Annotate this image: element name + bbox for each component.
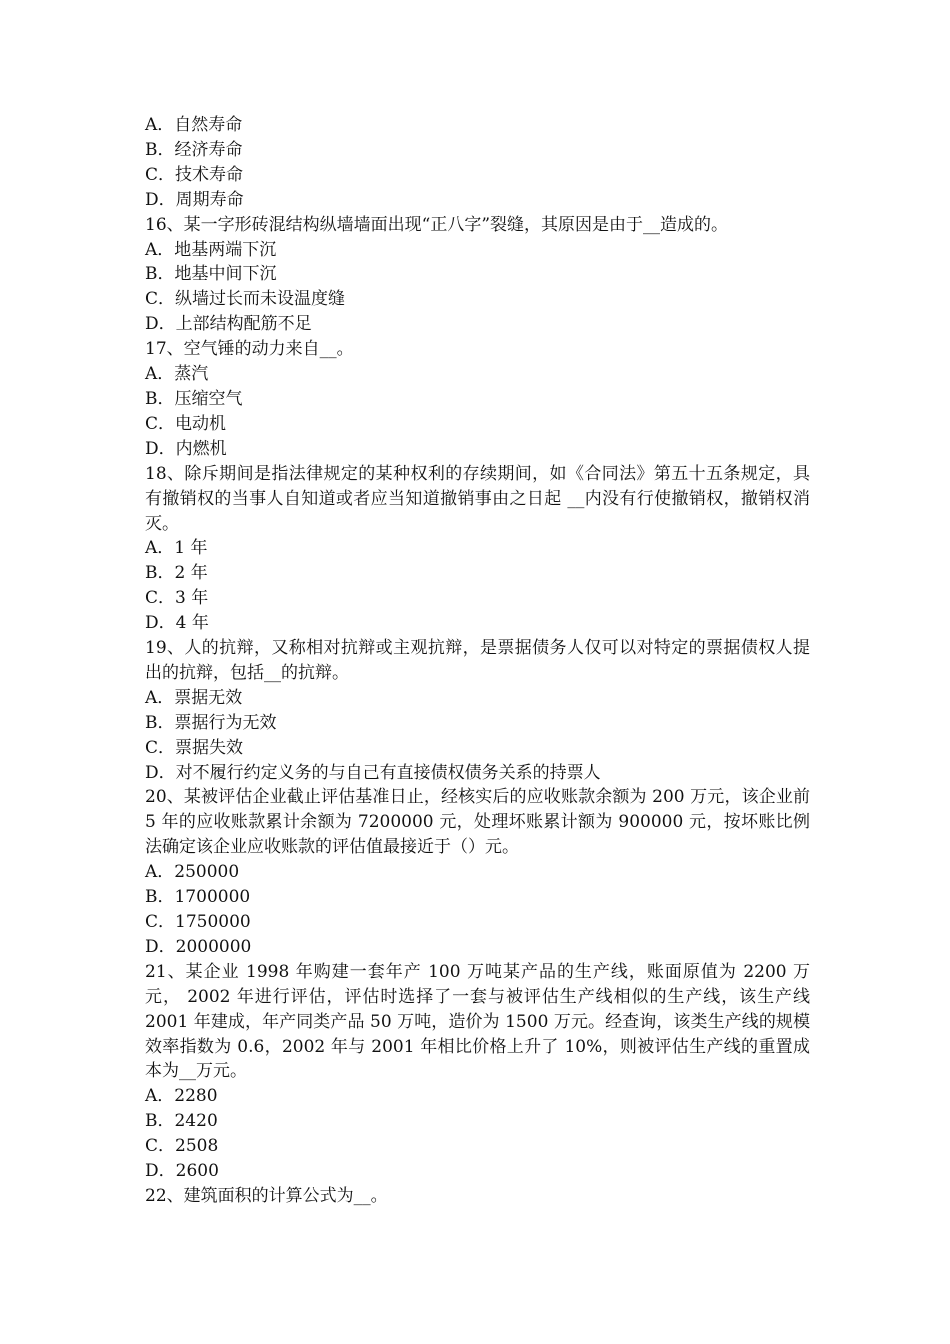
option-b: B．2420: [145, 1111, 218, 1132]
option-a: A．2280: [145, 1086, 218, 1107]
option-c: C．1750000: [145, 912, 251, 932]
option-a: A．地基两端下沉: [145, 239, 277, 260]
option-b: B．2 年: [145, 563, 208, 584]
option-d: D．2600: [145, 1161, 219, 1182]
option-d: D．4 年: [145, 613, 209, 634]
option-d: D．内燃机: [145, 438, 227, 459]
option-a: A．自然寿命: [145, 115, 243, 135]
option-d: D．对不履行约定义务的与自己有直接债权债务关系的持票人: [145, 762, 601, 783]
question-19: 19、人的抗辩，又称相对抗辩或主观抗辩，是票据债务人仅可以对特定的票据债权人提出的抗辩，包括__的抗辩。: [145, 638, 810, 683]
question-21: 21、某企业 1998 年购建一套年产 100 万吨某产品的生产线，账面原值为 2200 万元， 2002 年进行评估，评估时选择了一套与被评估生产线相似的生产线，该生产线 2001 年建成，年产同类产品 50 万吨，造价为 1500 万元。经查询，该类生产线的规模效率指数为 0.6，2002 年与 2001 年相比价格上升了 10%，则被评估生产线的重置成本为__万元。: [145, 961, 810, 1082]
question-17: 17、空气锤的动力来自__。: [145, 339, 354, 360]
option-c: C．票据失效: [145, 737, 244, 758]
option-d: D．上部结构配筋不足: [145, 314, 312, 335]
option-b: B．压缩空气: [145, 388, 243, 409]
option-b: B．地基中间下沉: [145, 264, 277, 285]
question-18: 18、除斥期间是指法律规定的某种权利的存续期间，如《合同法》第五十五条规定，具有撤销权的当事人自知道或者应当知道撤销事由之日起 __内没有行使撤销权，撤销权消灭。: [145, 463, 810, 534]
option-c: C．技术寿命: [145, 164, 244, 185]
option-d: D．周期寿命: [145, 189, 244, 210]
option-a: A．蒸汽: [145, 364, 209, 385]
option-b: B．票据行为无效: [145, 712, 277, 733]
question-22: 22、建筑面积的计算公式为__。: [145, 1185, 388, 1206]
option-c: C．电动机: [145, 413, 227, 434]
option-a: A．票据无效: [145, 687, 243, 708]
question-20: 20、某被评估企业截止评估基准日止，经核实后的应收账款余额为 200 万元，该企业前 5 年的应收账款累计余额为 7200000 元，处理坏账累计额为 900000 元，按坏账比例法确定该企业应收账款的评估值最接近于（）元。: [145, 787, 810, 858]
option-a: A．1 年: [145, 538, 208, 559]
option-c: C．纵墙过长而未设温度缝: [145, 289, 346, 310]
option-b: B．1700000: [145, 887, 251, 908]
question-16: 16、某一字形砖混结构纵墙墙面出现“正八字”裂缝，其原因是由于__造成的。: [145, 214, 729, 235]
option-c: C．2508: [145, 1136, 219, 1157]
option-a: A．250000: [145, 862, 240, 883]
document-page: [145, 113, 810, 1209]
option-d: D．2000000: [145, 936, 252, 957]
option-b: B．经济寿命: [145, 139, 243, 160]
option-c: C．3 年: [145, 588, 209, 609]
